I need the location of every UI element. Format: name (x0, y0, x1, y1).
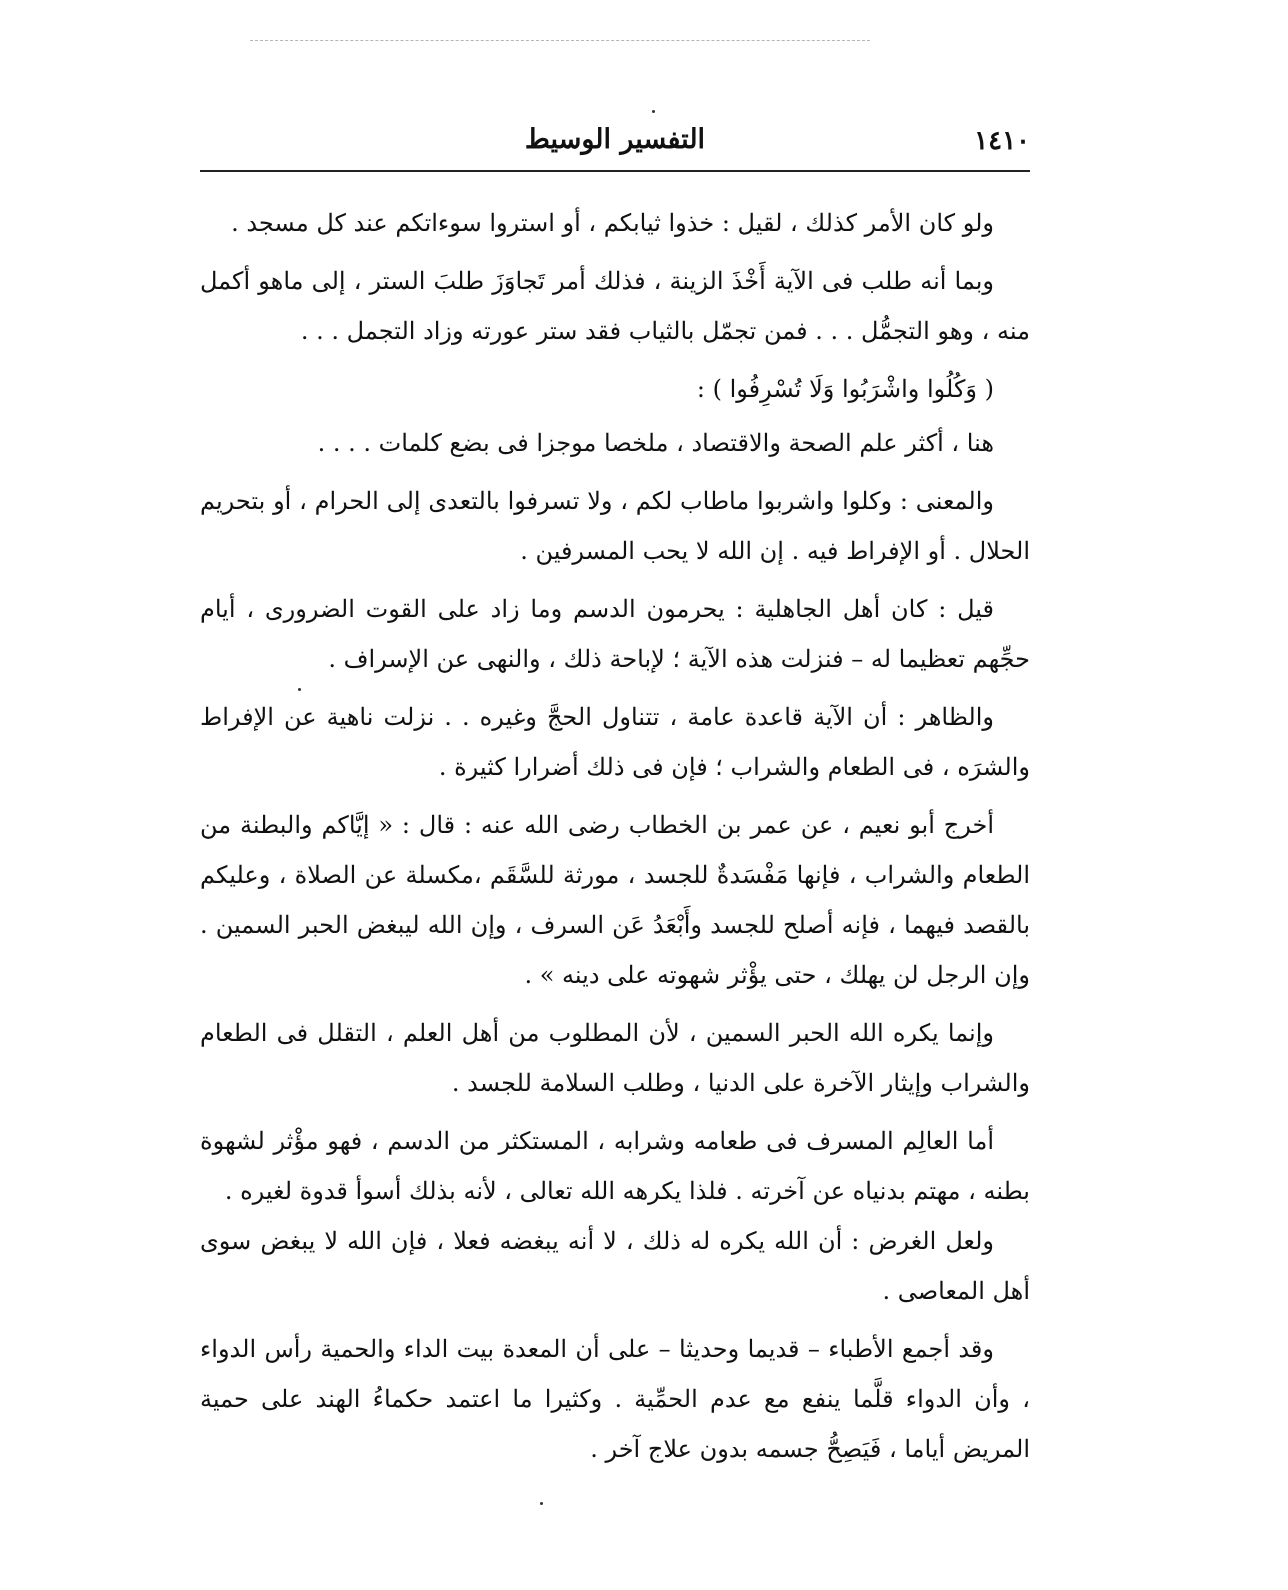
scan-speck (298, 688, 301, 691)
paragraph: وقد أجمع الأطباء – قديما وحديثا – على أن المعدة بيت الداء والحمية رأس الدواء ، وأن الدواء قلَّما ينفع مع عدم الحمِّية . وكثيرا ما اعتمد حكماءُ الهند على حمية المريض أياما ، فَيَصِحُّ جسمه بدون علاج آخر . (200, 1335, 1030, 1463)
scan-artifact-line (250, 40, 870, 41)
paragraph: وإنما يكره الله الحبر السمين ، لأن المطلوب من أهل العلم ، التقلل فى الطعام والشراب وإيثار الآخرة على الدنيا ، وطلب السلامة للجسد . (200, 1019, 1030, 1097)
quran-verse: ( وَكُلُوا واشْرَبُوا وَلَا تُسْرِفُوا ) : (696, 375, 994, 403)
page-body (200, 198, 1030, 1482)
running-title: التفسير الوسيط (524, 124, 706, 155)
paragraph: والمعنى : وكلوا واشربوا ماطاب لكم ، ولا تسرفوا بالتعدى إلى الحرام ، أو بتحريم الحلال . أو الإفراط فيه . إن الله لا يحب المسرفين . (200, 487, 1030, 565)
paragraph: أخرج أبو نعيم ، عن عمر بن الخطاب رضى الله عنه : قال : « إيَّاكم والبطنة من الطعام والشراب ، فإنها مَفْسَدةٌ للجسد ، مورثة للسَّقَم ،مكسلة عن الصلاة ، وعليكم بالقصد فيهما ، فإنه أصلح للجسد وأَبْعَدُ عَن السرف ، وإن الله ليبغض الحبر السمين . وإن الرجل لن يهلك ، حتى يؤْثر شهوته على دينه » . (200, 811, 1031, 989)
scan-speck (652, 110, 655, 113)
page-header (200, 120, 1030, 170)
paragraph: والظاهر : أن الآية قاعدة عامة ، تتناول الحجَّ وغيره . . نزلت ناهية عن الإفراط والشرَه ، فى الطعام والشراب ؛ فإن فى ذلك أضرارا كثيرة . (200, 703, 1030, 781)
paragraph: قيل : كان أهل الجاهلية : يحرمون الدسم وما زاد على القوت الضرورى ، أيام حجِّهم تعظيما له – فنزلت هذه الآية ؛ لإباحة ذلك ، والنهى عن الإسراف . (200, 595, 1030, 673)
scan-speck (540, 1502, 543, 1505)
page-number: ١٤١٠ (974, 126, 1030, 156)
paragraph: وبما أنه طلب فى الآية أَخْذَ الزينة ، فذلك أمر تَجاوَزَ طلبَ الستر ، إلى ماهو أكمل منه ، وهو التجمُّل . . . فمن تجمّل بالثياب فقد ستر عورته وزاد التجمل . . . (200, 267, 1030, 345)
paragraph: أما العالِم المسرف فى طعامه وشرابه ، المستكثر من الدسم ، فهو مؤْثر لشهوة بطنه ، مهتم بدنياه عن آخرته . فلذا يكرهه الله تعالى ، لأنه بذلك أسوأ قدوة لغيره . (200, 1127, 1030, 1205)
paragraph: ولو كان الأمر كذلك ، لقيل : خذوا ثيابكم ، أو استروا سوءاتكم عند كل مسجد . (231, 209, 994, 237)
paragraph: ولعل الغرض : أن الله يكره له ذلك ، لا أنه يبغضه فعلا ، فإن الله لا يبغض سوى أهل المعاصى . (200, 1227, 1030, 1305)
paragraph: هنا ، أكثر علم الصحة والاقتصاد ، ملخصا موجزا فى بضع كلمات . . . . (317, 429, 994, 457)
header-rule (200, 170, 1030, 172)
